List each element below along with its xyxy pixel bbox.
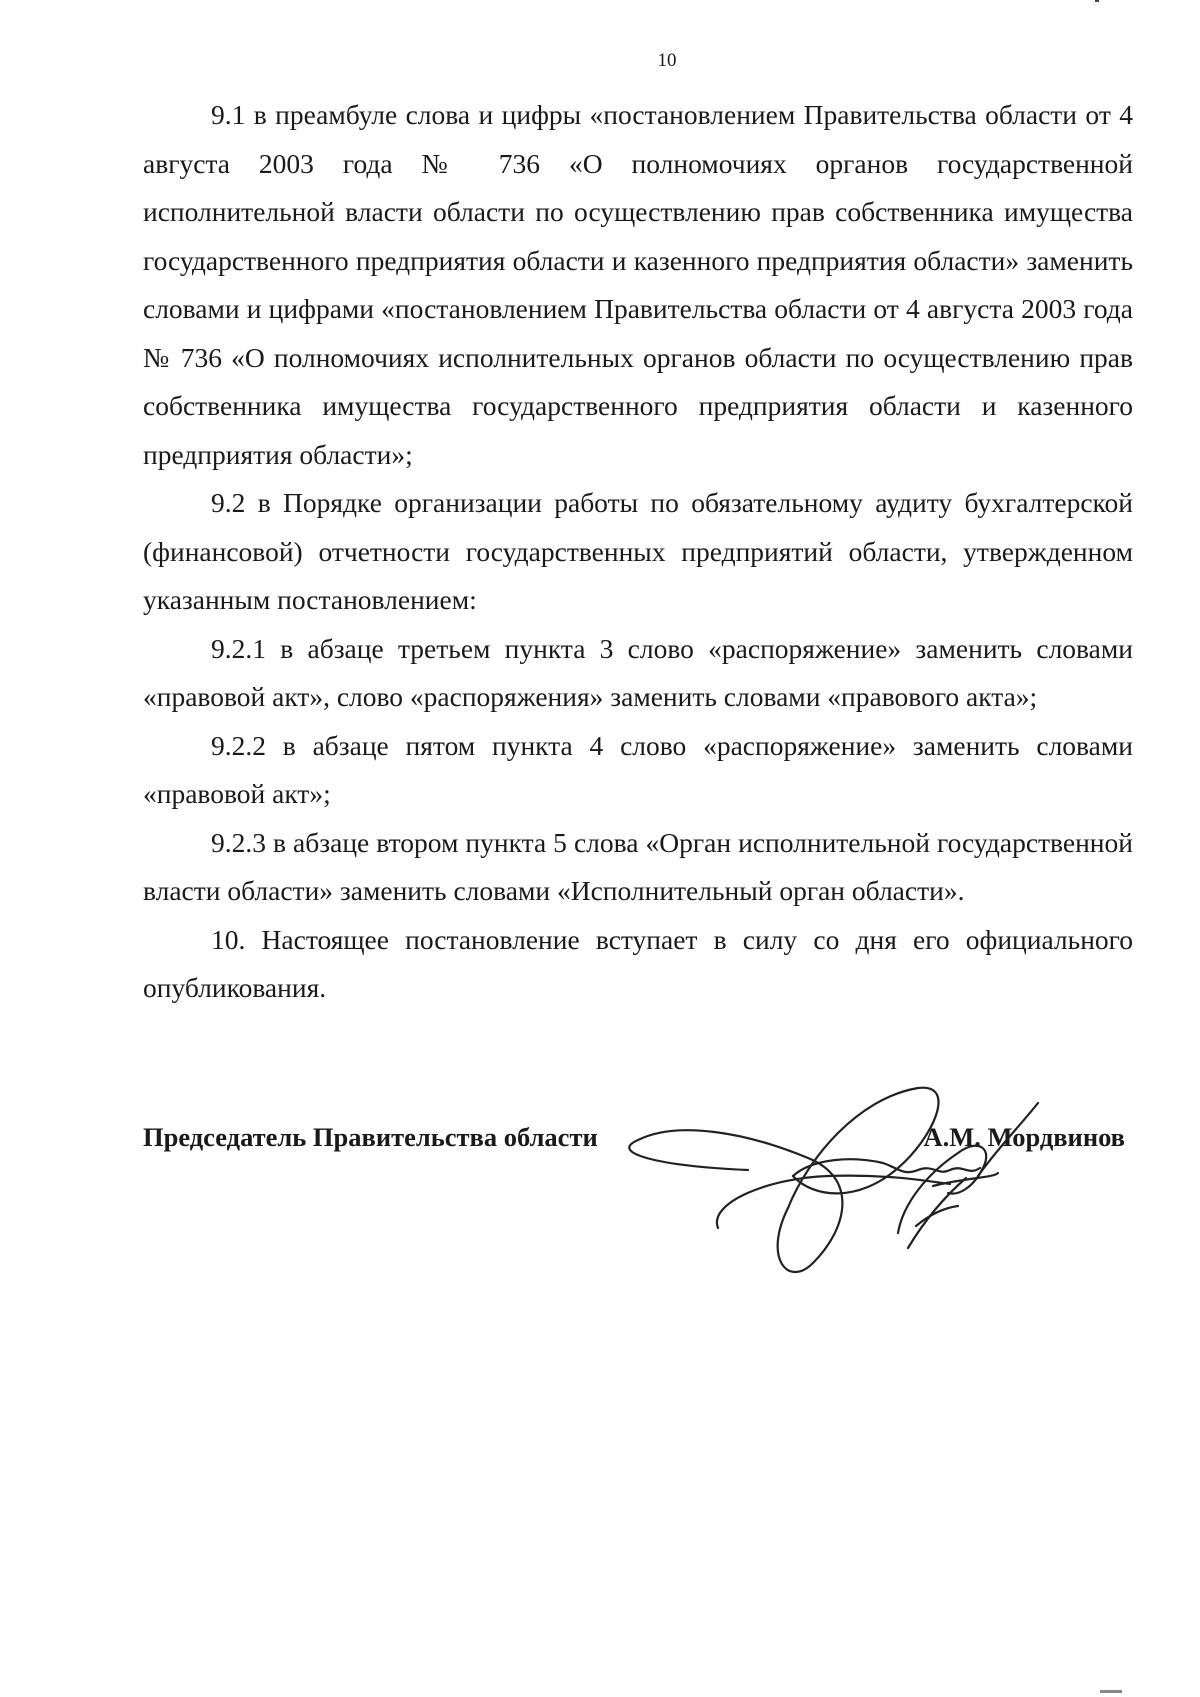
scan-artifact-top [1095, 0, 1099, 2]
paragraph-9-2: 9.2 в Порядке организации работы по обязательному аудиту бухгалтерской (финансовой) отчетности государственных предприятий области, утвержденном указанным постановлением: [143, 487, 1133, 615]
signatory-title: Председатель Правительства области [143, 1122, 598, 1152]
page-number: 10 [657, 50, 677, 71]
scan-artifact-bottom [1100, 1690, 1122, 1693]
handwritten-signature [598, 1058, 1118, 1288]
paragraph-9-1: 9.1 в преамбуле слова и цифры «постановлением Правительства области от 4 августа 2003 года № 736 «О полномочиях органов государственной исполнительной власти области по осуществлению прав собственника имущества государственного предприятия области и казенного предприятия области» заменить словами и цифрами «постановлением Правительства области от 4 августа 2003 года № 736 «О полномочиях исполнительных органов области по осуществлению прав собственника имущества государственного предприятия области и казенного предприятия области»; [143, 99, 1133, 470]
paragraph-9-2-2: 9.2.2 в абзаце пятом пункта 4 слово «распоряжение» заменить словами «правовой акт»; [143, 729, 1133, 809]
signatory-name: А.М. Мордвинов [923, 1122, 1125, 1152]
paragraph-10: 10. Настоящее постановление вступает в силу со дня его официального опубликования. [143, 923, 1133, 1003]
paragraph-9-2-1: 9.2.1 в абзаце третьем пункта 3 слово «распоряжение» заменить словами «правовой акт», слово «распоряжения» заменить словами «правового акта»; [143, 632, 1133, 712]
document-body [143, 91, 1133, 1013]
paragraph-9-2-3: 9.2.3 в абзаце втором пункта 5 слова «Орган исполнительной государственной власти области» заменить словами «Исполнительный орган области». [143, 826, 1133, 906]
signature-block [143, 1108, 1133, 1248]
